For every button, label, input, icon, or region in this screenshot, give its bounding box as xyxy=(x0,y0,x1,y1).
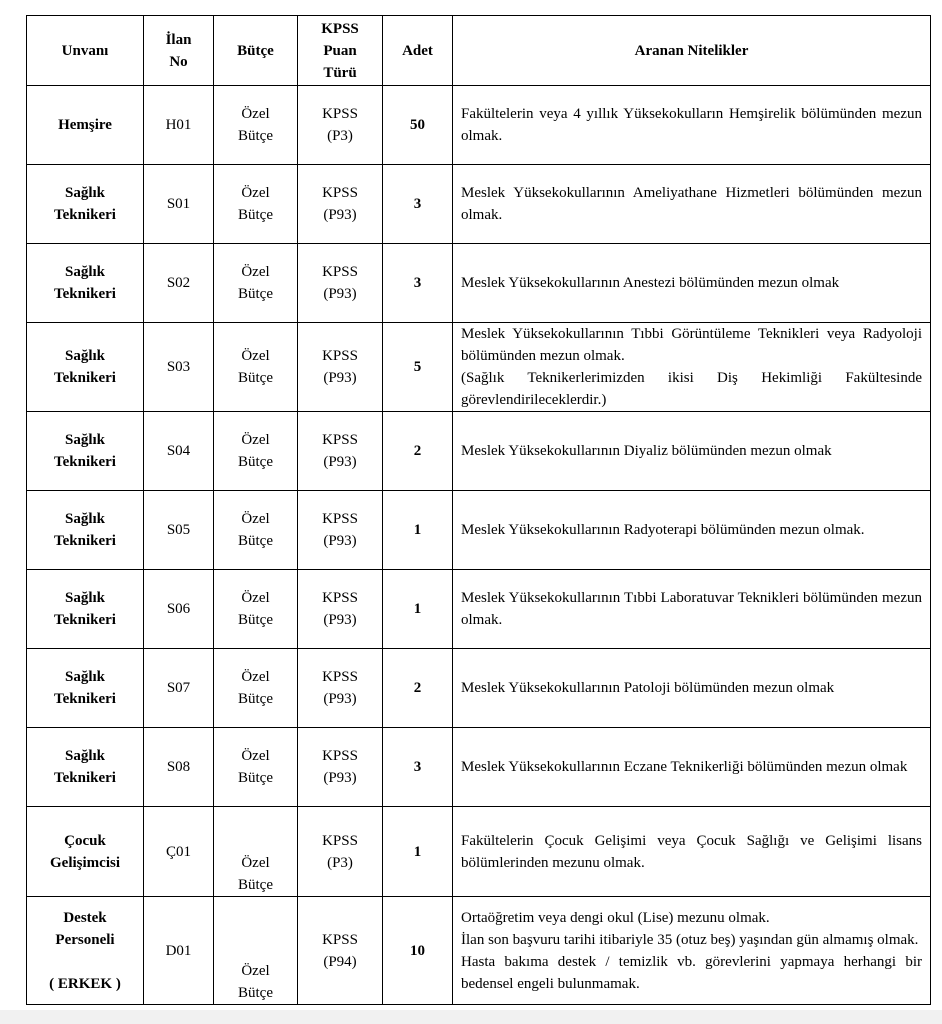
table-row xyxy=(27,570,931,649)
table-row xyxy=(27,807,931,897)
row-count: 2 xyxy=(383,412,453,491)
table-row xyxy=(27,165,931,244)
row-budget: Özel Bütçe xyxy=(214,807,298,897)
row-count: 1 xyxy=(383,570,453,649)
row-qualifications: Ortaöğretim veya dengi okul (Lise) mezunu olmak. İlan son başvuru tarihi itibariyle 35 (otuz beş) yaşından gün almamış olmak. Hasta bakıma destek / temizlik vb. görevlerini yapmaya herhangi bir bedensel engeli bulunmamak. xyxy=(453,897,931,1005)
header-ilan-no: İlan No xyxy=(144,16,214,86)
table-row xyxy=(27,491,931,570)
row-code: S07 xyxy=(144,649,214,728)
row-kpss: KPSS (P93) xyxy=(298,491,383,570)
row-qualifications: Meslek Yüksekokullarının Ameliyathane Hizmetleri bölümünden mezun olmak. xyxy=(453,165,931,244)
table-row xyxy=(27,412,931,491)
row-kpss: KPSS (P94) xyxy=(298,897,383,1005)
row-kpss: KPSS (P93) xyxy=(298,244,383,323)
positions-table xyxy=(26,15,931,1005)
row-code: Ç01 xyxy=(144,807,214,897)
row-qualifications: Fakültelerin Çocuk Gelişimi veya Çocuk Sağlığı ve Gelişimi lisans bölümlerinden mezunu olmak. xyxy=(453,807,931,897)
table-row xyxy=(27,649,931,728)
bottom-edge-strip xyxy=(0,1010,942,1024)
row-kpss: KPSS (P93) xyxy=(298,323,383,412)
row-kpss: KPSS (P93) xyxy=(298,649,383,728)
table-row xyxy=(27,897,931,1005)
row-code: D01 xyxy=(144,897,214,1005)
row-budget: Özel Bütçe xyxy=(214,412,298,491)
row-qualifications: Meslek Yüksekokullarının Eczane Teknikerliği bölümünden mezun olmak xyxy=(453,728,931,807)
row-budget: Özel Bütçe xyxy=(214,649,298,728)
row-code: S02 xyxy=(144,244,214,323)
row-count: 1 xyxy=(383,807,453,897)
row-title: Sağlık Teknikeri xyxy=(27,412,144,491)
row-qualifications: Meslek Yüksekokullarının Patoloji bölümünden mezun olmak xyxy=(453,649,931,728)
row-budget: Özel Bütçe xyxy=(214,570,298,649)
row-title: Hemşire xyxy=(27,86,144,165)
header-count: Adet xyxy=(383,16,453,86)
row-code: S06 xyxy=(144,570,214,649)
row-title: Sağlık Teknikeri xyxy=(27,244,144,323)
row-count: 50 xyxy=(383,86,453,165)
row-kpss: KPSS (P93) xyxy=(298,165,383,244)
row-budget: Özel Bütçe xyxy=(214,491,298,570)
row-title: Sağlık Teknikeri xyxy=(27,491,144,570)
row-title: Çocuk Gelişimcisi xyxy=(27,807,144,897)
row-title: Sağlık Teknikeri xyxy=(27,570,144,649)
table-row xyxy=(27,323,931,412)
header-title: Unvanı xyxy=(27,16,144,86)
row-title: Sağlık Teknikeri xyxy=(27,323,144,412)
row-qualifications: Fakültelerin veya 4 yıllık Yüksekokulların Hemşirelik bölümünden mezun olmak. xyxy=(453,86,931,165)
row-count: 5 xyxy=(383,323,453,412)
row-count: 10 xyxy=(383,897,453,1005)
row-budget: Özel Bütçe xyxy=(214,165,298,244)
row-count: 1 xyxy=(383,491,453,570)
header-budget: Bütçe xyxy=(214,16,298,86)
row-title: Destek Personeli ( ERKEK ) xyxy=(27,897,144,1005)
row-count: 2 xyxy=(383,649,453,728)
row-code: S08 xyxy=(144,728,214,807)
header-kpss: KPSS Puan Türü xyxy=(298,16,383,86)
row-code: H01 xyxy=(144,86,214,165)
row-qualifications: Meslek Yüksekokullarının Radyoterapi bölümünden mezun olmak. xyxy=(453,491,931,570)
row-count: 3 xyxy=(383,165,453,244)
row-budget: Özel Bütçe xyxy=(214,323,298,412)
header-qualifications: Aranan Nitelikler xyxy=(453,16,931,86)
row-qualifications: Meslek Yüksekokullarının Anestezi bölümünden mezun olmak xyxy=(453,244,931,323)
row-budget: Özel Bütçe xyxy=(214,244,298,323)
row-qualifications: Meslek Yüksekokullarının Tıbbi Laboratuvar Teknikleri bölümünden mezun olmak. xyxy=(453,570,931,649)
row-budget: Özel Bütçe xyxy=(214,728,298,807)
row-kpss: KPSS (P93) xyxy=(298,570,383,649)
row-kpss: KPSS (P3) xyxy=(298,86,383,165)
row-kpss: KPSS (P93) xyxy=(298,728,383,807)
row-count: 3 xyxy=(383,728,453,807)
row-qualifications: Meslek Yüksekokullarının Diyaliz bölümünden mezun olmak xyxy=(453,412,931,491)
row-kpss: KPSS (P3) xyxy=(298,807,383,897)
row-kpss: KPSS (P93) xyxy=(298,412,383,491)
row-title: Sağlık Teknikeri xyxy=(27,165,144,244)
row-count: 3 xyxy=(383,244,453,323)
row-code: S03 xyxy=(144,323,214,412)
table-row xyxy=(27,728,931,807)
row-title: Sağlık Teknikeri xyxy=(27,649,144,728)
table-row xyxy=(27,244,931,323)
row-budget: Özel Bütçe xyxy=(214,86,298,165)
table-header-row xyxy=(27,16,931,86)
row-code: S04 xyxy=(144,412,214,491)
row-code: S01 xyxy=(144,165,214,244)
row-budget: Özel Bütçe xyxy=(214,897,298,1005)
row-code: S05 xyxy=(144,491,214,570)
row-qualifications: Meslek Yüksekokullarının Tıbbi Görüntüleme Teknikleri veya Radyoloji bölümünden mezun olmak. (Sağlık Teknikerlerimizden ikisi Diş Hekimliği Fakültesinde görevlendirileceklerdir.) xyxy=(453,323,931,412)
row-title: Sağlık Teknikeri xyxy=(27,728,144,807)
table-row xyxy=(27,86,931,165)
